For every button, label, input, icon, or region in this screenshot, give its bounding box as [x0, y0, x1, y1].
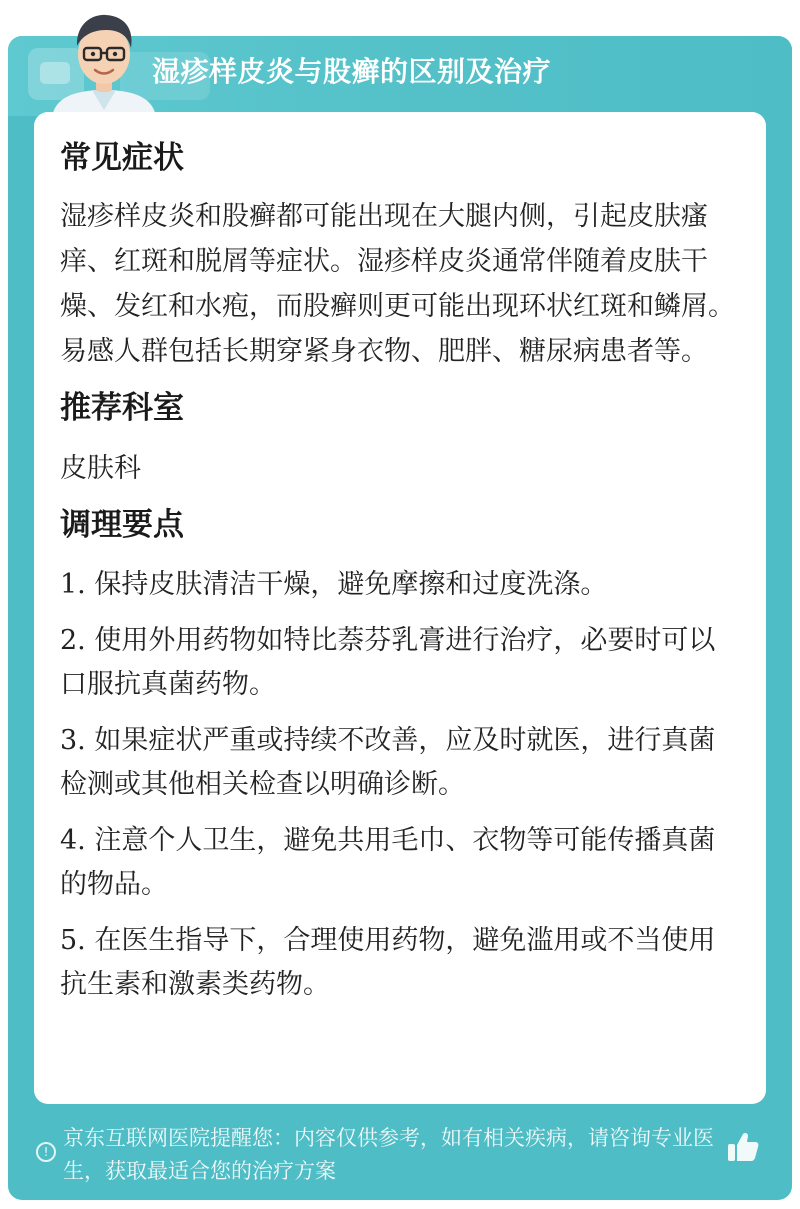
- department-heading: 推荐科室: [60, 390, 184, 426]
- care-heading: 调理要点: [60, 507, 184, 543]
- care-item-number: 5.: [60, 925, 86, 956]
- info-icon: !: [36, 1142, 56, 1162]
- care-item-number: 1.: [60, 569, 86, 600]
- symptoms-text: 湿疹样皮炎和股癣都可能出现在大腿内侧，引起皮肤瘙痒、红斑和脱屑等症状。湿疹样皮炎通常伴随着皮肤干燥、发红和水疱，而股癣则更可能出现环状红斑和鳞屑。易感人群包括长期穿紧身衣物、肥胖、糖尿病患者等。: [60, 201, 735, 367]
- care-item-number: 4.: [60, 825, 86, 856]
- footer-notice: [36, 1120, 756, 1190]
- care-item-number: 2.: [60, 625, 86, 656]
- care-item: [60, 563, 740, 607]
- symptoms-heading: 常见症状: [60, 140, 184, 176]
- content-card: [34, 112, 766, 1104]
- care-item-text: 保持皮肤清洁干燥，避免摩擦和过度洗涤。: [94, 569, 608, 600]
- doctor-avatar: [44, 6, 164, 118]
- care-item-text: 注意个人卫生，避免共用毛巾、衣物等可能传播真菌的物品。: [60, 825, 716, 900]
- care-item-text: 在医生指导下，合理使用药物，避免滥用或不当使用抗生素和激素类药物。: [60, 925, 716, 1000]
- thumbs-up-icon[interactable]: [726, 1130, 760, 1164]
- care-item: [60, 719, 740, 807]
- care-item-text: 使用外用药物如特比萘芬乳膏进行治疗，必要时可以口服抗真菌药物。: [60, 625, 716, 700]
- care-item-text: 如果症状严重或持续不改善，应及时就医，进行真菌检测或其他相关检查以明确诊断。: [60, 725, 716, 800]
- care-item-number: 3.: [60, 725, 86, 756]
- footer-notice-text: 京东互联网医院提醒您：内容仅供参考，如有相关疾病，请咨询专业医生，获取最适合您的治疗方案: [63, 1126, 714, 1183]
- care-item: [60, 619, 740, 707]
- department-text: 皮肤科: [60, 453, 141, 484]
- page-title: 湿疹样皮炎与股癣的区别及治疗: [152, 55, 552, 88]
- care-item: [60, 819, 740, 907]
- care-item: [60, 919, 740, 1007]
